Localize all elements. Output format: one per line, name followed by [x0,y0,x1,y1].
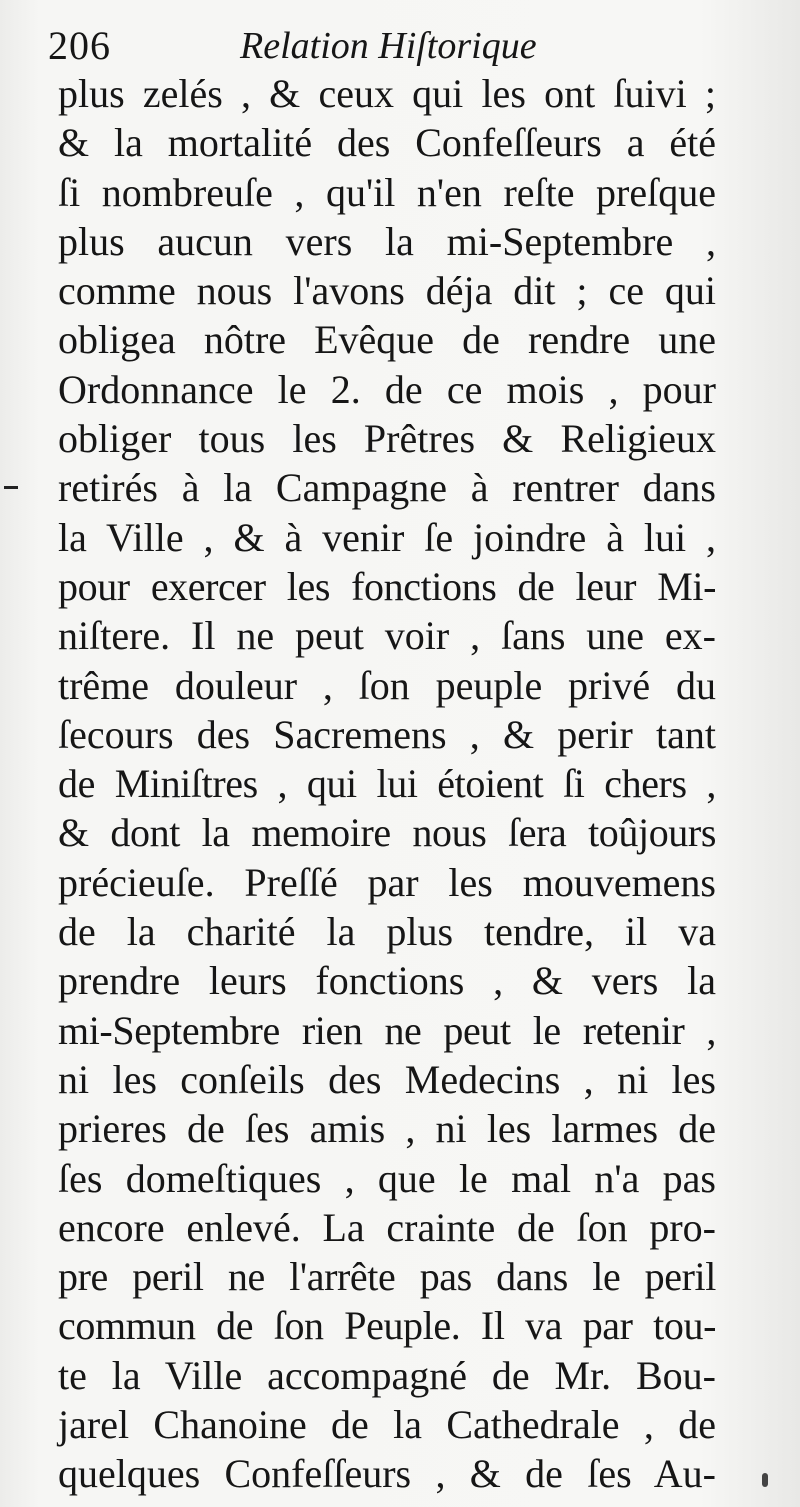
text-line: pre peril ne l'arrête pas dans le peril [58,1254,716,1300]
running-head: Relation Hiſtorique [240,25,537,67]
text-line: encore enlevé. La crainte de ſon pro- [58,1204,716,1250]
text-line: Ordonnance le 2. de ce mois , pour [58,366,716,412]
text-line: quelques Confeſſeurs , & de ſes Au- [58,1451,716,1497]
margin-mark [4,486,18,489]
text-line: & la mortalité des Confeſſeurs a été [58,120,716,166]
text-line: niſtere. Il ne peut voir , ſans une ex- [58,613,716,659]
text-line: jarel Chanoine de la Cathedrale , de [58,1402,716,1448]
text-line: de Miniſtres , qui lui étoient ſi chers , [58,761,716,807]
text-line: & dont la memoire nous ſera toûjours [58,810,716,856]
text-line: ni les conſeils des Medecins , ni les [58,1056,716,1102]
text-line: la Ville , & à venir ſe joindre à lui , [58,514,716,560]
page-header [48,18,748,74]
text-line: précieuſe. Preſſé par les mouvemens [58,859,716,905]
text-line: comme nous l'avons déja dit ; ce qui [58,268,716,314]
text-line: ſecours des Sacremens , & perir tant [58,711,716,757]
text-line: ſi nombreuſe , qu'il n'en reſte preſque [58,169,716,215]
text-line: trême douleur , ſon peuple privé du [58,662,716,708]
text-line: retirés à la Campagne à rentrer dans [58,465,716,511]
text-line: ſes domeſtiques , que le mal n'a pas [58,1155,716,1201]
text-line: prendre leurs fonctions , & vers la [58,958,716,1004]
text-line: prieres de ſes amis , ni les larmes de [58,1106,716,1152]
text-line: plus aucun vers la mi-Septembre , [58,218,716,264]
ink-speck [762,1473,768,1487]
text-line: te la Ville accompagné de Mr. Bou- [58,1352,716,1398]
page-number: 206 [48,23,111,68]
text-line: mi-Septembre rien ne peut le retenir , [58,1007,716,1053]
text-line: obligea nôtre Evêque de rendre une [58,317,716,363]
text-line: pour exercer les fonctions de leur Mi- [58,563,716,609]
text-line: plus zelés , & ceux qui les ont ſuivi ; [58,71,716,116]
text-line: de la charité la plus tendre, il va [58,909,716,955]
text-line: commun de ſon Peuple. Il va par tou- [58,1303,716,1349]
text-line: obliger tous les Prêtres & Religieux [58,416,716,462]
body-text [58,69,716,1499]
